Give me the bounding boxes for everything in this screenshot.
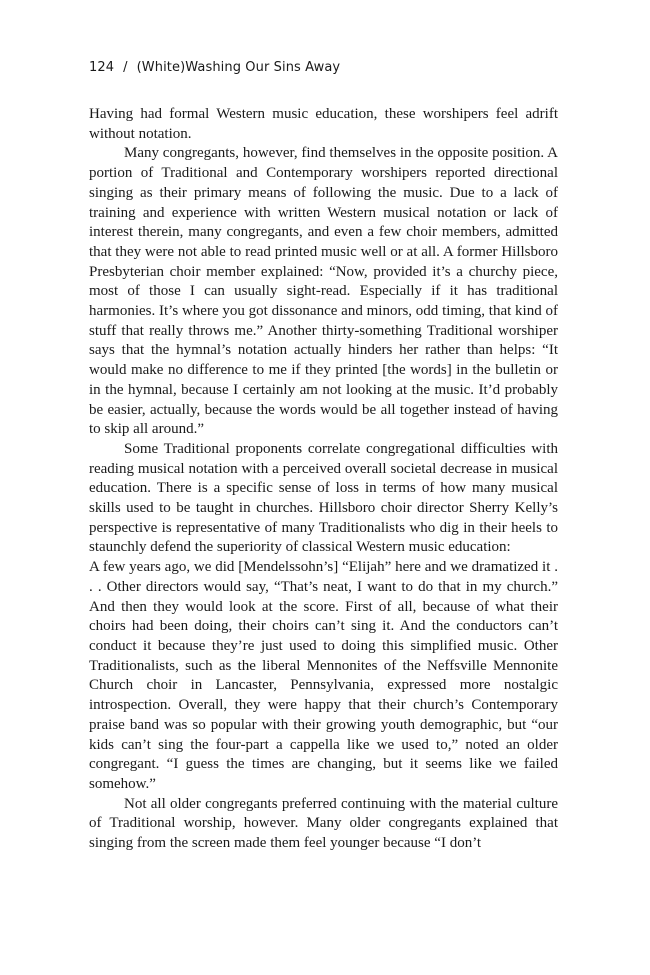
paragraph: Many congregants, however, find themselves in the opposite position. A portion of Traditional and Contemporary worshipers reported directional singing as their primary means of following the music. Due to a lack of training and experience with written Western musical notation or lack of interest therein, many congregants, and even a few choir members, admitted that they were not able to read printed music well or at all. A former Hillsboro Presbyterian choir member explained: “Now, provided it’s a churchy piece, most of those I can usually sight-read. Especially if it has traditional harmonies. It’s where you got dissonance and minors, odd timing, that kind of stuff that really throws me.” Another thirty-something Traditional worshiper says that the hymnal’s notation actually hinders her rather than helps: “It would make no difference to me if they printed [the words] in the bulletin or in the hymnal, because I certainly am not looking at the music. It’d probably be easier, actually, because the words would be all together instead of having to skip all around.”: [89, 145, 558, 438]
paragraph-continuation: Having had formal Western music education, these worshipers feel adrift without notation.: [89, 106, 558, 142]
body-text: [89, 105, 558, 854]
block-quote: A few years ago, we did [Mendelssohn’s] “Elijah” here and we dramatized it . . . Other directors would say, “That’s neat, I want to do that in my church.” And then they would look at the score. First of all, because of what their choirs had been doing, their choirs can’t sing it. And the conductors can’t conduct it because they’re just used to doing this simplified music. Other Traditionalists, such as the liberal Mennonites of the Neffsville Mennonite Church choir in Lancaster, Pennsylvania, expressed more nostalgic introspection. Overall, they were happy that their church’s Contemporary praise band was so popular with their growing youth demographic, but “our kids can’t sing the four-part a cappella like we used to,” noted an older congregant. “I guess the times are changing, but it seems like we failed somehow.”: [89, 559, 558, 792]
running-header: [89, 60, 340, 75]
book-title: (White)Washing Our Sins Away: [136, 60, 341, 75]
paragraph: Some Traditional proponents correlate congregational difficulties with reading musical notation with a perceived overall societal decrease in musical education. There is a specific sense of loss in terms of how many musical skills used to be taught in churches. Hillsboro choir director Sherry Kelly’s perspective is representative of many Traditionalists who dig in their heels to staunchly defend the superiority of classical Western music education:: [89, 440, 558, 556]
page-number: 124: [89, 60, 115, 75]
header-separator: /: [123, 60, 128, 75]
paragraph: Not all older congregants preferred continuing with the material culture of Traditional worship, however. Many older congregants explained that singing from the screen made them feel younger because “I don’t: [89, 795, 558, 852]
